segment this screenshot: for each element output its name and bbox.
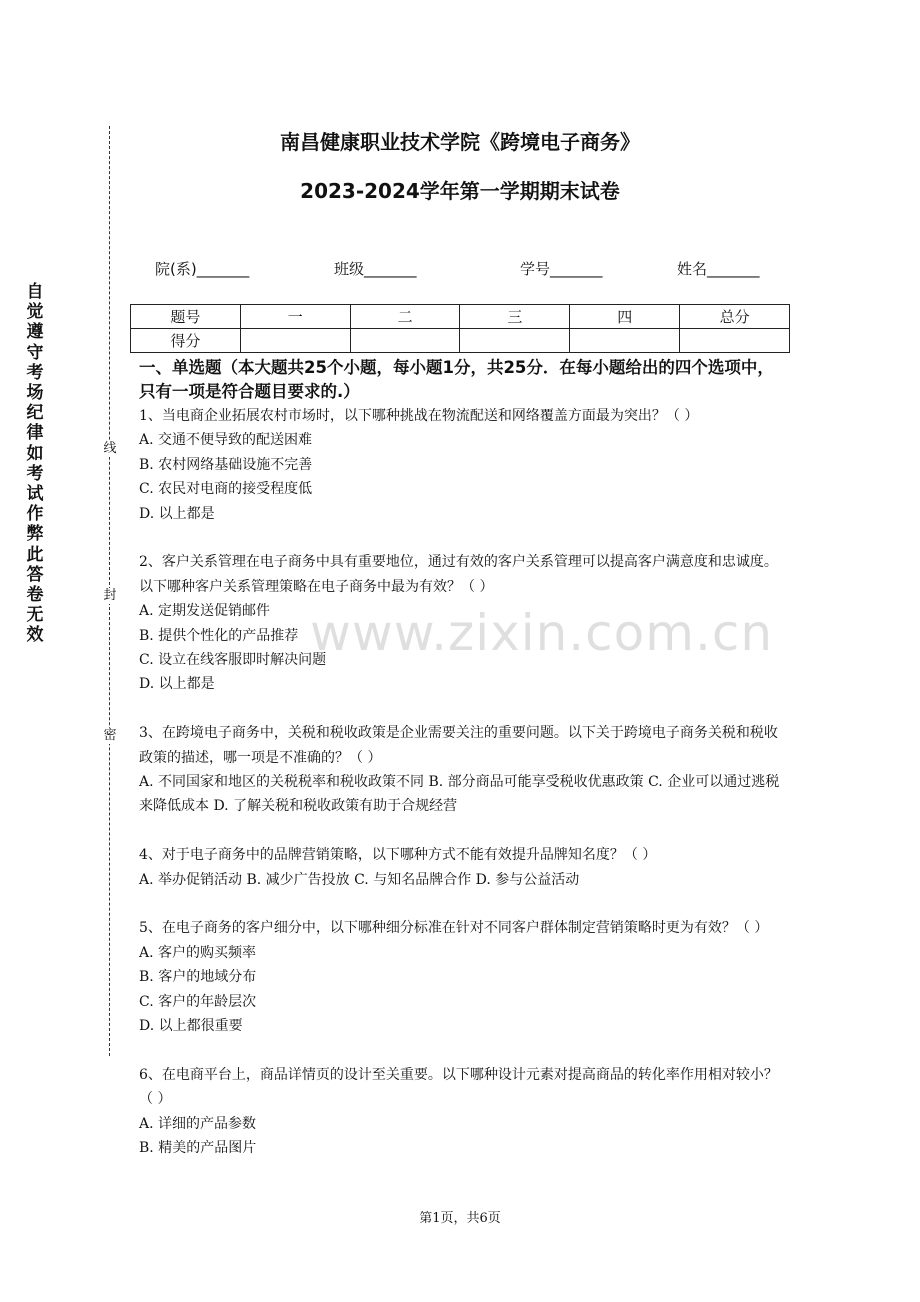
question-stem: 3、在跨境电子商务中，关税和税收政策是企业需要关注的重要问题。以下关于跨境电子商务关税和税收政策的描述，哪一项是不准确的？（ ）	[139, 725, 778, 766]
score-row-label: 得分	[131, 329, 241, 353]
score-cell[interactable]	[680, 329, 790, 353]
question-5	[139, 916, 787, 1038]
page-footer: 第1页，共6页	[419, 1211, 501, 1226]
question-stem: 4、对于电子商务中的品牌营销策略，以下哪种方式不能有效提升品牌知名度？（ ）	[139, 847, 657, 864]
question-stem: 5、在电子商务的客户细分中，以下哪种细分标准在针对不同客户群体制定营销策略时更为有效？（ ）	[139, 920, 769, 937]
cut-label-secret: 密	[103, 728, 117, 743]
score-cell[interactable]	[350, 329, 460, 353]
score-header-cell: 二	[350, 305, 460, 329]
cut-label-line: 线	[103, 441, 117, 456]
inline-options: A. 举办促销活动 B. 减少广告投放 C. 与知名品牌合作 D. 参与公益活动	[139, 871, 580, 888]
option-a: A. 交通不便导致的配送困难	[139, 432, 313, 449]
option-c: C. 客户的年龄层次	[139, 993, 257, 1010]
option-c: C. 农民对电商的接受程度低	[139, 481, 313, 498]
option-b: B. 精美的产品图片	[139, 1140, 257, 1157]
student-id-field[interactable]: 学号_______	[520, 260, 603, 278]
score-cell[interactable]	[240, 329, 350, 353]
question-3	[139, 721, 787, 819]
exam-content	[139, 356, 787, 1161]
question-2	[139, 550, 787, 696]
cut-label-seal: 封	[103, 588, 117, 603]
question-stem: 2、客户关系管理在电子商务中具有重要地位，通过有效的客户关系管理可以提高客户满意度和忠诚度。以下哪种客户关系管理策略在电子商务中最为有效？（ ）	[139, 554, 778, 595]
exam-rules-notice: 自觉遵守考场纪律如考试作弊此答卷无效	[26, 282, 44, 646]
name-field[interactable]: 姓名_______	[677, 260, 760, 278]
exam-subtitle: 2023-2024学年第一学期期末试卷	[300, 179, 620, 203]
option-a: A. 客户的购买频率	[139, 944, 257, 961]
class-field[interactable]: 班级_______	[334, 260, 417, 278]
option-a: A. 详细的产品参数	[139, 1115, 257, 1132]
department-field[interactable]: 院(系)_______	[155, 260, 250, 278]
section-heading: 一、单选题（本大题共25个小题，每小题1分，共25分．在每小题给出的四个选项中，只有一项是符合题目要求的.）	[139, 358, 774, 401]
question-6	[139, 1063, 787, 1161]
option-b: B. 农村网络基础设施不完善	[139, 456, 313, 473]
score-table	[130, 304, 790, 353]
option-d: D. 以上都是	[139, 505, 215, 522]
option-b: B. 提供个性化的产品推荐	[139, 627, 299, 644]
score-header-cell: 总分	[680, 305, 790, 329]
score-table-score-row	[131, 329, 790, 353]
score-cell[interactable]	[570, 329, 680, 353]
score-table-header-row	[131, 305, 790, 329]
option-d: D. 以上都是	[139, 676, 215, 693]
option-c: C. 设立在线客服即时解决问题	[139, 652, 327, 669]
option-b: B. 客户的地域分布	[139, 969, 257, 986]
watermark: www.zixin.com.cn	[310, 604, 774, 662]
score-header-cell: 四	[570, 305, 680, 329]
option-d: D. 以上都很重要	[139, 1018, 243, 1035]
inline-options: A. 不同国家和地区的关税税率和税收政策不同 B. 部分商品可能享受税收优惠政策 C. 企业可以通过逃税来降低成本 D. 了解关税和税收政策有助于合规经营	[139, 774, 780, 815]
question-stem: 6、在电商平台上，商品详情页的设计至关重要。以下哪种设计元素对提高商品的转化率作用相对较小？（ ）	[139, 1066, 778, 1108]
question-1	[139, 404, 787, 526]
question-stem: 1、当电商企业拓展农村市场时，以下哪种挑战在物流配送和网络覆盖方面最为突出？（ ）	[139, 408, 699, 424]
score-header-cell: 三	[460, 305, 570, 329]
option-a: A. 定期发送促销邮件	[139, 603, 271, 620]
question-4	[139, 843, 787, 892]
score-header-cell: 一	[240, 305, 350, 329]
score-header-cell: 题号	[131, 305, 241, 329]
score-cell[interactable]	[460, 329, 570, 353]
exam-title: 南昌健康职业技术学院《跨境电子商务》	[280, 130, 640, 154]
